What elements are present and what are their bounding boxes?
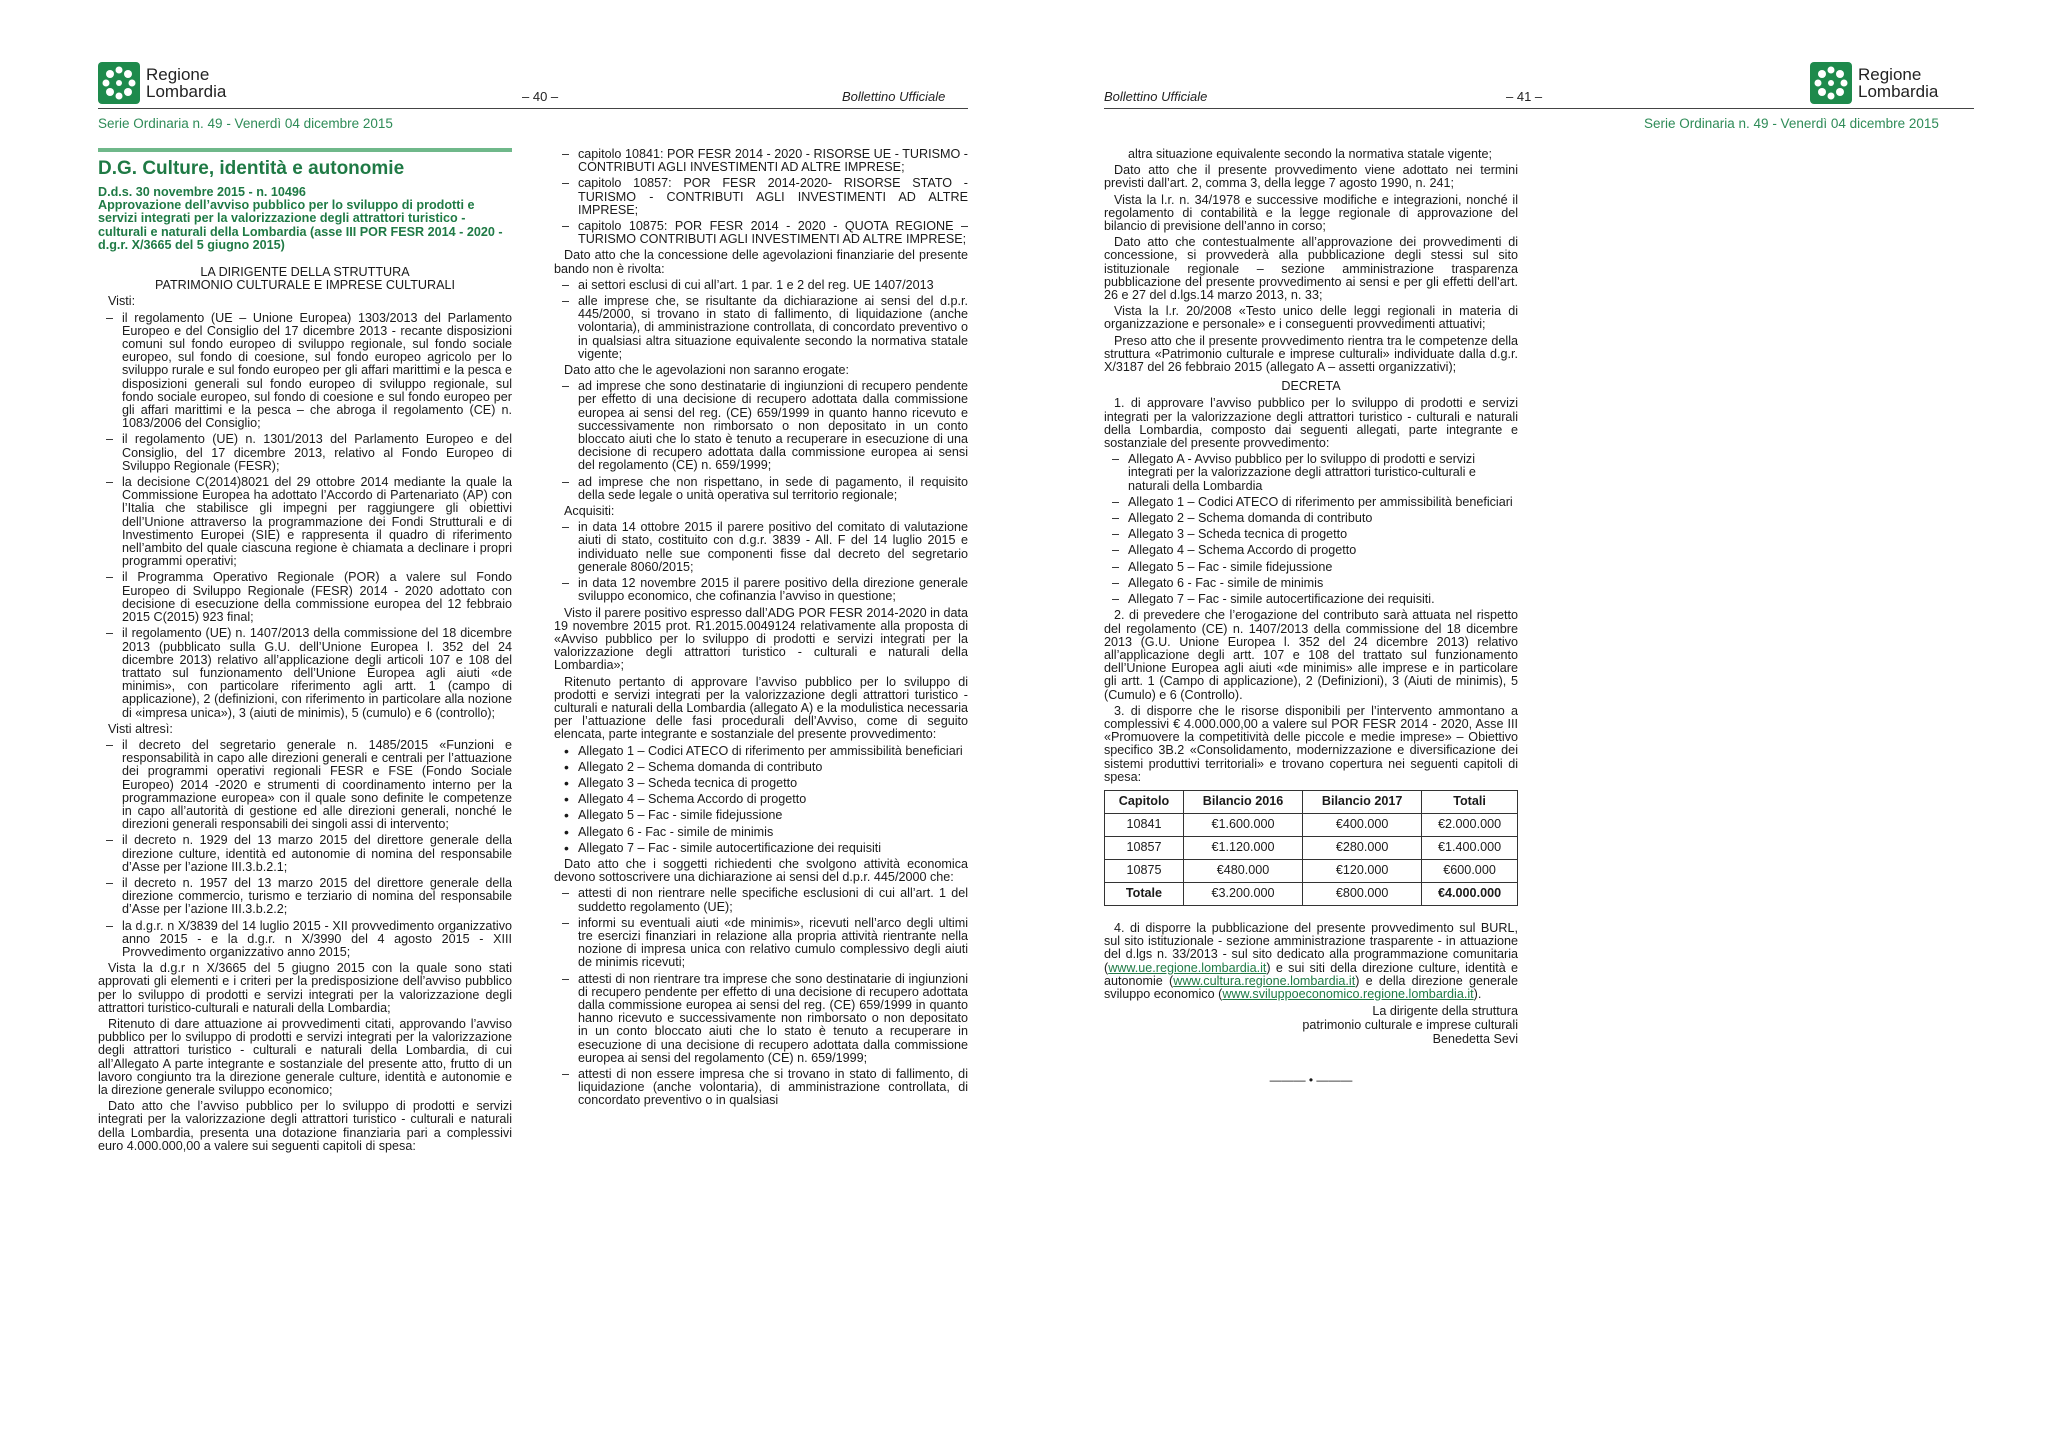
paragraph: Preso atto che il presente provvedimento rientra tra le competenze della struttura «Patrimonio culturale e imprese culturali» individuate dalla d.g.r. X/3187 del 26 febbraio 2015 (allegato A – assetti organizzativi);: [1104, 333, 1518, 375]
paragraph-continuation: altra situazione equivalente secondo la normativa statale vigente;: [1128, 147, 1493, 161]
list-item: – Allegato 1 – Codici ATECO di riferimento per ammissibilità beneficiari: [1104, 496, 1518, 509]
list-item: – ad imprese che sono destinatarie di ingiunzioni di recupero pendente per effetto di una decisione di recupero adottata dalla commissione europea ai sensi del reg. (CE) 659/1999 in quanto hanno ricevuto e successivamente non rimborsato o non depositato in un conto bloccato aiuti che lo stato è tenuto a recuperare in esecuzione di una decisione di recupero adottata dalla commissione europea ai sensi del regolamento (CE) n. 659/1999;: [554, 380, 968, 472]
table-cell: €800.000: [1303, 882, 1422, 905]
bollettino-label: Bollettino Ufficiale: [1104, 89, 1208, 104]
list-item: – il regolamento (UE – Unione Europea) 1303/2013 del Parlamento Europeo e del Consiglio del 17 dicembre 2013 - recante disposizioni comuni sul fondo europeo di sviluppo regionale, sul fondo sociale europeo, sul fondo di coesione, sul fondo europeo agricolo per lo sviluppo rurale e sul fondo europeo per gli affari marittimi e la pesca e disposizioni generali sul fondo europeo di sviluppo regionale, sul fondo sociale europeo, sul fondo di coesione e sul fondo europeo per gli affari marittimi e la pesca – che abroga il regolamento (CE) n. 1083/2006 del Consiglio;: [98, 312, 512, 431]
paragraph: Vista la l.r. n. 34/1978 e successive modifiche e integrazioni, nonché il regolamento di contabilità e la legge regionale di approvazione del bilancio di previsione dell’anno in corso;: [1104, 192, 1518, 234]
table-cell: 10841: [1105, 813, 1184, 836]
paragraph: Dato atto che i soggetti richiedenti che svolgono attività economica devono sottoscrivere una dichiarazione ai sensi del d.p.r. 445/2000 che:: [554, 856, 968, 885]
visti-list: [98, 312, 512, 720]
signature-name: Benedetta Sevi: [1432, 1032, 1518, 1047]
list-item: – Allegato 5 – Fac - simile fidejussione: [1104, 561, 1518, 574]
text-span: ) e sui siti della direzione culture, identità e autonomie (: [1104, 960, 1518, 988]
non-erogate-list: [554, 380, 968, 502]
paragraph: Vista la l.r. 20/2008 «Testo unico delle leggi regionali in materia di organizzazione e personale» e i conseguenti provvedimenti attuativi;: [1104, 304, 1518, 332]
table-cell: €1.120.000: [1183, 836, 1302, 859]
list-item: – attesti di non rientrare nelle specifiche esclusioni di cui all’art. 1 del suddetto regolamento (UE);: [554, 887, 968, 913]
logo-line2: Lombardia: [146, 82, 227, 101]
section-title: D.G. Culture, identità e autonomie: [98, 158, 405, 179]
list-item: – capitolo 10841: POR FESR 2014 - 2020 - RISORSE UE - TURISMO - CONTRIBUTI AGLI INVESTIMENTI AD ALTRE IMPRESE;: [554, 148, 968, 174]
list-item: – capitolo 10857: POR FESR 2014-2020- RISORSE STATO - TURISMO - CONTRIBUTI AGLI INVESTIMENTI AD ALTRE IMPRESE;: [554, 177, 968, 217]
table-header-row: [1105, 790, 1518, 813]
bollettino-label: Bollettino Ufficiale: [842, 89, 946, 104]
table-cell: €1.600.000: [1183, 813, 1302, 836]
table-row: [1105, 813, 1518, 836]
list-item: • Allegato 3 – Scheda tecnica di progetto: [554, 777, 968, 790]
list-item: – attesti di non essere impresa che si trovano in stato di fallimento, di liquidazione (anche volontaria), di amministrazione controllata, di concordato preventivo o in qualsiasi: [554, 1068, 968, 1108]
list-item: – informi su eventuali aiuti «de minimis», ricevuti nell’arco degli ultimi tre esercizi finanziari in relazione alla propria attività rientrante nella nozione di impresa unica con relativo cumulo complessivo degli aiuti de minimis ricevuti;: [554, 917, 968, 970]
list-item: – ad imprese che non rispettano, in sede di pagamento, il requisito della sede legale o unità operativa sul territorio regionale;: [554, 476, 968, 502]
list-item: – il decreto del segretario generale n. 1485/2015 «Funzioni e responsabilità in capo alle direzioni generali e centrali per l’attuazione dei programmi operativi regionali FESR e FSE (Fondo Sociale Europeo) 2014 -2020 e strumenti di coordinamento interno per la programmazione europea» con il quale sono definite le competenze in capo all’autorità di gestione ed alle direzioni generali, nonché le direzioni generali responsabili dei singoli assi di intervento;: [98, 739, 512, 831]
signature-line: patrimonio culturale e imprese culturali: [1302, 1018, 1518, 1033]
list-item: – Allegato 6 - Fac - simile de minimis: [1104, 577, 1518, 590]
list-item: – Allegato A - Avviso pubblico per lo sviluppo di prodotti e servizi integrati per la valorizzazione degli attrattori turistico-culturali e naturali della Lombardia: [1104, 453, 1518, 493]
table-cell: €400.000: [1303, 813, 1422, 836]
link-sviluppo-economico[interactable]: www.sviluppoeconomico.regione.lombardia.it: [1222, 986, 1474, 1001]
list-item: • Allegato 7 – Fac - simile autocertificazione dei requisiti: [554, 842, 968, 855]
list-item: – il Programma Operativo Regionale (POR) a valere sul Fondo Europeo di Sviluppo Regionale (FESR) 2014 - 2020 adottato con decisione di esecuzione della commissione europea del 12 febbraio 2015 C(2015) 923 final;: [98, 571, 512, 624]
decreta-heading: DECRETA: [1281, 379, 1341, 394]
paragraph: Visto il parere positivo espresso dall’ADG POR FESR 2014-2020 in data 19 novembre 2015 prot. R1.2015.0049124 relativamente alla proposta di «Avviso pubblico per lo sviluppo di prodotti e servizi integrati per la valorizzazione degli attrattori turistico - culturali e naturali della Lombardia»;: [554, 605, 968, 673]
table-total-row: [1105, 882, 1518, 905]
allegati-list: [1104, 453, 1518, 606]
list-item: – Allegato 2 – Schema domanda di contributo: [1104, 512, 1518, 525]
list-item: – il decreto n. 1929 del 13 marzo 2015 del direttore generale della direzione culture, identità ed autonomie di nomina del responsabile d’Asse per l’azione III.3.b.2.1;: [98, 834, 512, 874]
capitoli-table: [1104, 790, 1518, 906]
table-header: Capitolo: [1105, 790, 1184, 813]
table-header: Totali: [1422, 790, 1518, 813]
paragraph: Dato atto che contestualmente all’approvazione dei provvedimenti di concessione, si provvederà alla pubblicazione degli stessi sul sito istituzionale regionale – sezione amministrazione trasparenza pubblicazione del presente provvedimento ai sensi e per gli effetti dell’art. 26 e 27 del d.lgs.14 marzo 2013, n. 33;: [1104, 235, 1518, 303]
table-header: Bilancio 2017: [1303, 790, 1422, 813]
text-span: ) e della direzione generale sviluppo economico (: [1104, 973, 1518, 1001]
list-item: – ai settori esclusi di cui all’art. 1 par. 1 e 2 del reg. UE 1407/2013: [554, 279, 968, 292]
table-cell: 10875: [1105, 859, 1184, 882]
text-span: 4. di disporre la pubblicazione del presente provvedimento sul BURL, sul sito istituzionale - sezione amministrazione trasparente - in attuazione del d.lgs n. 33/2013 - sul sito dedicato alla programmazione comunitaria (: [1104, 920, 1518, 975]
serie-label: Serie Ordinaria n. 49 - Venerdì 04 dicembre 2015: [98, 116, 393, 131]
paragraph: 3. di disporre che le risorse disponibili per l’intervento ammontano a complessivi € 4.000.000,00 a valere sul POR FESR 2014 - 2020, Asse III «Promuovere la competitività delle piccole e medie imprese» – Obiettivo specifico 3B.2 «Consolidamento, modernizzazione e diversificazione dei sistemi produttivi territoriali» e trovano copertura nei seguenti capitoli di spesa:: [1104, 703, 1518, 784]
allegati-bullet-list: [554, 745, 968, 855]
list-item: – il regolamento (UE) n. 1407/2013 della commissione del 18 dicembre 2013 (pubblicato sulla G.U. dell’Unione Europea l. 352 del 24 dicembre 2013) relativo all’applicazione degli articoli 107 e 108 del trattato sul funzionamento dell’Unione Europea agli aiuti «de minimis», con particolare riferimento agli artt. 1 (campo di applicazione), 2 (definizioni, con riferimento in particolare alla nozione di «impresa unica»), 3 (aiuti de minimis), 5 (cumulo) e 6 (controllo);: [98, 627, 512, 719]
dirigente-heading: LA DIRIGENTE DELLA STRUTTURA: [200, 265, 410, 280]
list-item: – la d.g.r. n X/3839 del 14 luglio 2015 - XII provvedimento organizzativo anno 2015 - e la d.g.r. n X/3990 del 4 agosto 2015 - XIII Provvedimento organizzativo anno 2015;: [98, 920, 512, 960]
page-number: – 41 –: [1506, 89, 1543, 104]
section-bar: [98, 148, 512, 152]
paragraph: Vista la d.g.r n X/3665 del 5 giugno 2015 con la quale sono stati approvati gli elementi e i criteri per la predisposizione dell’avviso pubblico per lo sviluppo di prodotti e servizi integrati per la valorizzazione degli attrattori turistico-culturali e naturali della Lombardia;: [98, 961, 512, 1015]
column-2: [554, 148, 968, 1111]
attesti-list: [554, 887, 968, 1107]
paragraph-pubblicazione: [1104, 922, 1518, 1001]
text-span: ).: [1473, 986, 1482, 1001]
list-item: – alle imprese che, se risultante da dichiarazione ai sensi del d.p.r. 445/2000, si trovano in stato di fallimento, di liquidazione (anche volontaria), di amministrazione controllata, di concordato preventivo o in qualsiasi altra situazione equivalente secondo la normativa statale vigente;: [554, 295, 968, 361]
table-row: [1105, 859, 1518, 882]
list-item: – Allegato 3 – Scheda tecnica di progetto: [1104, 528, 1518, 541]
table-cell: €600.000: [1422, 859, 1518, 882]
rose-camuna-icon: [1810, 62, 1852, 104]
list-item: • Allegato 1 – Codici ATECO di riferimento per ammissibilità beneficiari: [554, 745, 968, 758]
header-rule: [98, 108, 968, 109]
list-item: • Allegato 6 - Fac - simile de minimis: [554, 826, 968, 839]
page-number: – 40 –: [522, 89, 559, 104]
table-header: Bilancio 2016: [1183, 790, 1302, 813]
header-rule: [1104, 108, 1974, 109]
table-cell: €2.000.000: [1422, 813, 1518, 836]
logo-line1: Regione: [146, 65, 210, 84]
paragraph: 1. di approvare l’avviso pubblico per lo sviluppo di prodotti e servizi integrati per la valorizzazione degli attrattori turistico - culturali e naturali della Lombardia, composto dai seguenti allegati, parte integrante e sostanziale del presente provvedimento:: [1104, 396, 1518, 451]
capitoli-list: [554, 148, 968, 246]
visti-label: Visti:: [108, 294, 136, 309]
regione-lombardia-logo: [1810, 62, 1938, 104]
paragraph: Dato atto che l’avviso pubblico per lo sviluppo di prodotti e servizi integrati per la valorizzazione degli attrattori turistico - culturali e naturali della Lombardia, presenta una dotazione finanziaria pari a complessivi euro 4.000.000,00 a valere sui seguenti capitoli di spesa:: [98, 1099, 512, 1153]
table-cell: €120.000: [1303, 859, 1422, 882]
list-item: • Allegato 4 – Schema Accordo di progetto: [554, 793, 968, 806]
list-item: – in data 12 novembre 2015 il parere positivo della direzione generale sviluppo economico, che cofinanzia l’avviso in questione;: [554, 577, 968, 603]
visti-altresi-label: Visti altresì:: [108, 721, 173, 736]
table-cell: €280.000: [1303, 836, 1422, 859]
decree-number: D.d.s. 30 novembre 2015 - n. 10496: [98, 185, 306, 199]
list-item: – il decreto n. 1957 del 13 marzo 2015 del direttore generale della direzione commercio, turismo e terziario di nomina del responsabile d’Asse per l’azione III.3.b.2.2;: [98, 877, 512, 917]
list-item: • Allegato 5 – Fac - simile fidejussione: [554, 809, 968, 822]
table-cell: €1.400.000: [1422, 836, 1518, 859]
signature-block: [1104, 1004, 1518, 1046]
page-41: [1024, 0, 2048, 1447]
paragraph: Ritenuto pertanto di approvare l’avviso pubblico per lo sviluppo di prodotti e servizi integrati per la valorizzazione degli attrattori turistico - culturali e naturali della Lombardia (allegato A) e la modulistica necessaria per l’attuazione delle fasi procedurali dell’Avviso, come di seguito elencata, parte integrante e sostanziale del presente provvedimento:: [554, 674, 968, 742]
list-item: – in data 14 ottobre 2015 il parere positivo del comitato di valutazione aiuti di stato, costituito con d.g.r. 3839 - All. F del 14 luglio 2015 e individuato nelle sue componenti fisse dal decreto del segretario generale 8060/2015;: [554, 521, 968, 574]
logo-text: [1858, 66, 1938, 100]
logo-line1: Regione: [1858, 65, 1922, 84]
decree-subject: Approvazione dell’avviso pubblico per lo sviluppo di prodotti e servizi integrati per la valorizzazione degli attrattori turistico - culturali e naturali della Lombardia (asse III POR FESR 2014 - 2020 - d.g.r. X/3665 del 5 giugno 2015): [98, 198, 503, 252]
list-item: – Allegato 7 – Fac - simile autocertificazione dei requisiti.: [1104, 593, 1518, 606]
paragraph: Dato atto che le agevolazioni non saranno erogate:: [564, 363, 849, 378]
acquisiti-label: Acquisiti:: [564, 504, 615, 519]
list-item: – la decisione C(2014)8021 del 29 ottobre 2014 mediante la quale la Commissione Europea ha adottato l’Accordo di Partenariato (AP) con l’Italia che stabilisce gli impegni per raggiungere gli obiettivi dell’Unione attraverso la programmazione dei Fondi Strutturali e di Investimento Europei (SIE) e rappresenta il quadro di riferimento nell’ambito del quale ciascuna regione è chiamata a declinare i propri programmi operativi;: [98, 476, 512, 568]
rose-camuna-icon: [98, 62, 140, 104]
list-item: – il regolamento (UE) n. 1301/2013 del Parlamento Europeo e del Consiglio, del 17 dicembre 2013, relativo al Fondo Europeo di Sviluppo Regionale (FESR);: [98, 433, 512, 473]
table-cell: €3.200.000: [1183, 882, 1302, 905]
link-cultura-regione[interactable]: www.cultura.regione.lombardia.it: [1173, 973, 1356, 988]
paragraph: Dato atto che la concessione delle agevolazioni finanziarie del presente bando non è rivolta:: [554, 248, 968, 276]
paragraph: Ritenuto di dare attuazione ai provvedimenti citati, approvando l’avviso pubblico per lo sviluppo di prodotti e servizi integrati per la valorizzazione degli attrattori turistico - culturali e naturali della Lombardia, di cui all’Allegato A parte integrante e sostanziale del presente atto, frutto di un lavoro congiunto tra la direzione generale culture, identità e autonomie e la direzione generale sviluppo economico;: [98, 1016, 512, 1097]
end-mark: ——— • ———: [1269, 1073, 1353, 1088]
table-cell: €480.000: [1183, 859, 1302, 882]
logo-line2: Lombardia: [1858, 82, 1939, 101]
serie-label: Serie Ordinaria n. 49 - Venerdì 04 dicembre 2015: [1644, 116, 1939, 131]
visti-altresi-list: [98, 739, 512, 959]
paragraph: Dato atto che il presente provvedimento viene adottato nei termini previsti dall’art. 2, comma 3, della legge 7 agosto 1990, n. 241;: [1104, 163, 1518, 191]
logo-text: [146, 66, 226, 100]
table-cell: €4.000.000: [1422, 882, 1518, 905]
paragraph: 2. di prevedere che l’erogazione del contributo sarà attuata nel rispetto del regolamento (CE) n. 1407/2013 della commissione del 18 dicembre 2013 (G.U. Unione Europea l. 352 del 24 dicembre 2013) relativo all’applicazione degli artt. 107 e 108 del trattato sul funzionamento dell’Unione Europea agli aiuti «de minimis» alle imprese e in particolare gli artt. 1 (Campo di applicazione), 2 (Definizioni), 3 (Aiuti de minimis), 5 (Cumulo) e 6 (Controllo).: [1104, 608, 1518, 702]
column-1: [98, 148, 512, 1156]
table-cell: 10857: [1105, 836, 1184, 859]
signature-line: La dirigente della struttura: [1372, 1004, 1518, 1019]
acquisiti-list: [554, 521, 968, 603]
regione-lombardia-logo: [98, 62, 226, 104]
link-ue-regione[interactable]: www.ue.regione.lombardia.it: [1108, 960, 1267, 975]
list-item: – Allegato 4 – Schema Accordo di progetto: [1104, 544, 1518, 557]
list-item: – capitolo 10875: POR FESR 2014 - 2020 - QUOTA REGIONE – TURISMO CONTRIBUTI AGLI INVESTIMENTI AD ALTRE IMPRESE;: [554, 220, 968, 246]
table-row: [1105, 836, 1518, 859]
table-cell: Totale: [1105, 882, 1184, 905]
list-item: – attesti di non rientrare tra imprese che sono destinatarie di ingiunzioni di recupero pendente per effetto di una decisione di recupero adottata dalla commissione europea ai sensi del reg. (CE) 659/1999 in quanto hanno ricevuto e successivamente non rimborsato o non depositato in un conto bloccato aiuti che lo stato è tenuto a recuperare in esecuzione di una decisione di recupero adottata dalla commissione europea ai sensi del regolamento (CE) n. 659/1999;: [554, 973, 968, 1065]
struttura-heading: PATRIMONIO CULTURALE E IMPRESE CULTURALI: [155, 278, 455, 293]
column-3: [1104, 148, 1518, 1087]
non-rivolta-list: [554, 279, 968, 361]
list-item: • Allegato 2 – Schema domanda di contributo: [554, 761, 968, 774]
